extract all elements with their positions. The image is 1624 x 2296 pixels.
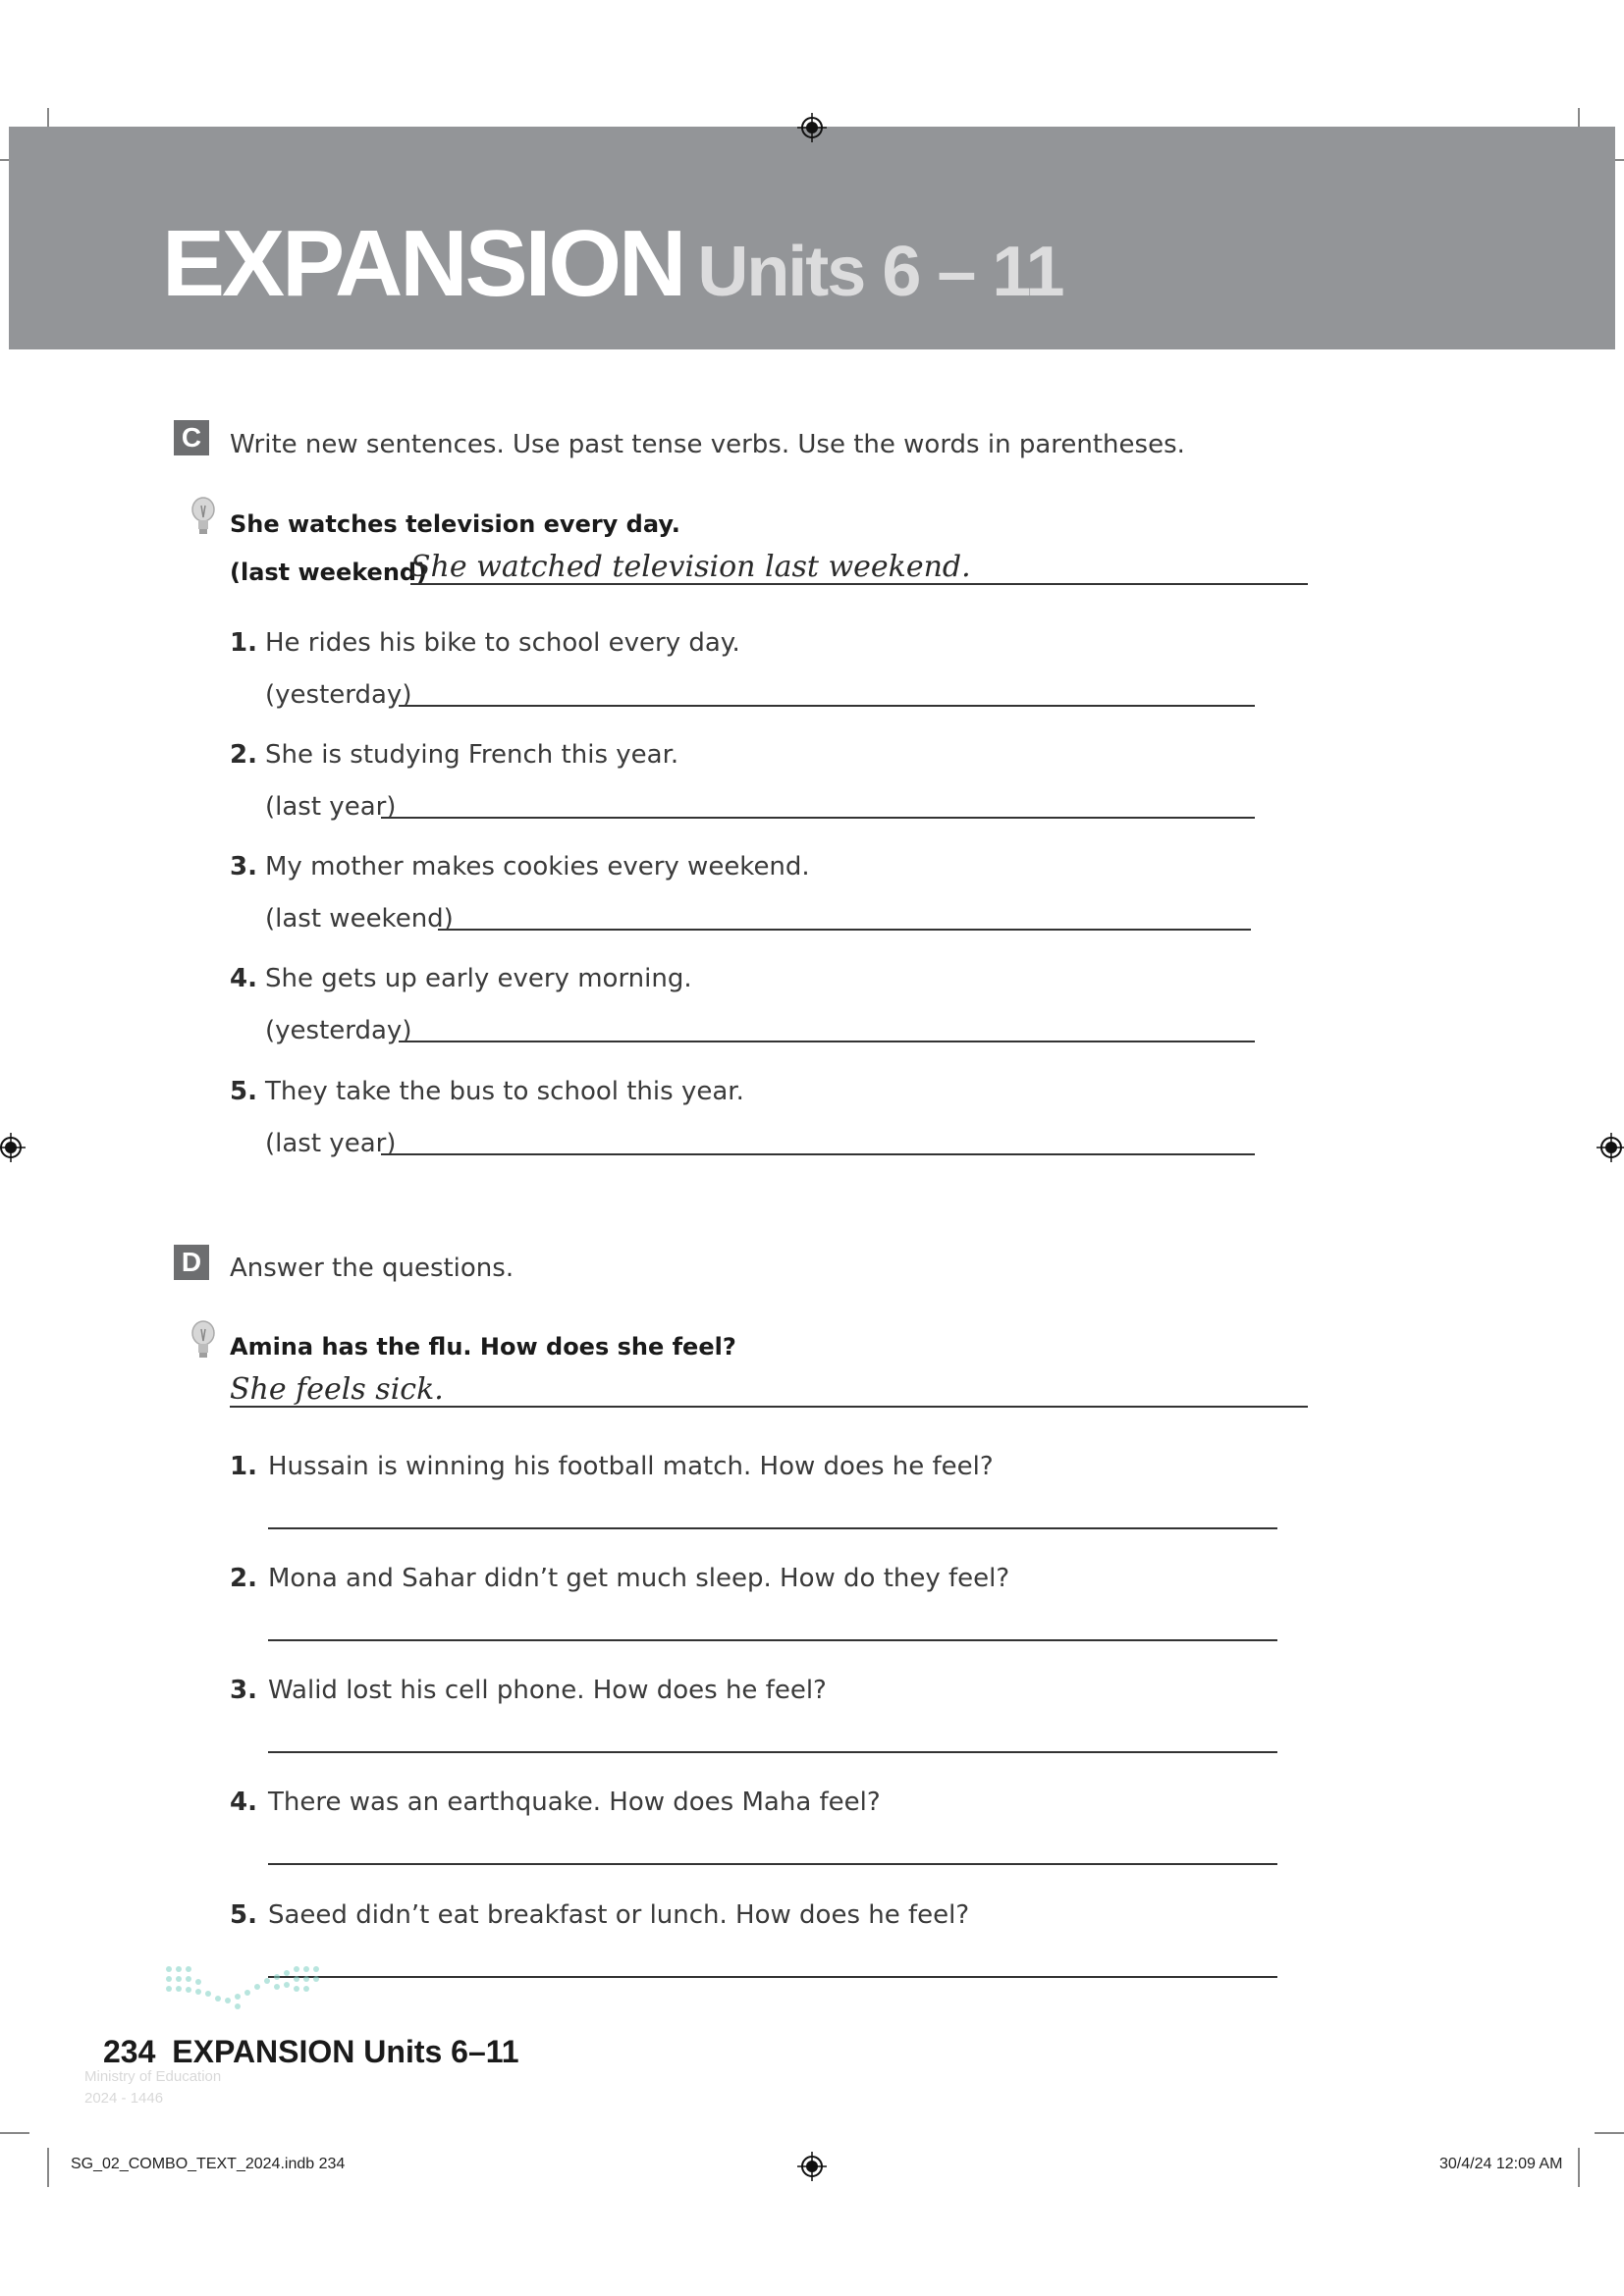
item-cue: (last year) bbox=[265, 792, 397, 822]
item-cue: (yesterday) bbox=[265, 680, 412, 710]
section-d-instruction: Answer the questions. bbox=[230, 1254, 514, 1283]
answer-line[interactable] bbox=[268, 1751, 1277, 1753]
item-number: 4. bbox=[230, 964, 257, 993]
answer-line[interactable] bbox=[399, 705, 1255, 707]
item-number: 2. bbox=[230, 1564, 257, 1593]
answer-line[interactable] bbox=[381, 817, 1255, 819]
item-cue: (last weekend) bbox=[265, 904, 454, 934]
item-cue: (last year) bbox=[265, 1129, 397, 1158]
lightbulb-icon bbox=[189, 1319, 217, 1362]
answer-line[interactable] bbox=[268, 1639, 1277, 1641]
title-main: EXPANSION bbox=[162, 211, 684, 316]
registration-mark-icon bbox=[797, 2152, 827, 2181]
item-sentence: She is studying French this year. bbox=[265, 740, 679, 770]
registration-mark-icon bbox=[0, 1133, 26, 1162]
answer-line[interactable] bbox=[381, 1153, 1255, 1155]
item-number: 3. bbox=[230, 1676, 257, 1705]
item-sentence: My mother makes cookies every weekend. bbox=[265, 852, 810, 881]
crop-mark bbox=[0, 2132, 29, 2134]
item-sentence: She gets up early every morning. bbox=[265, 964, 692, 993]
slug-datetime: 30/4/24 12:09 AM bbox=[1439, 2156, 1563, 2172]
section-d-example-question: Amina has the flu. How does she feel? bbox=[230, 1333, 736, 1361]
registration-mark-icon bbox=[797, 113, 827, 142]
item-question: Mona and Sahar didn’t get much sleep. How do they feel? bbox=[268, 1564, 1010, 1593]
lightbulb-icon bbox=[189, 496, 217, 539]
registration-mark-icon bbox=[1597, 1133, 1624, 1162]
item-number: 2. bbox=[230, 740, 257, 770]
answer-line[interactable] bbox=[399, 1041, 1255, 1042]
answer-line[interactable] bbox=[268, 1527, 1277, 1529]
item-question: Walid lost his cell phone. How does he feel? bbox=[268, 1676, 827, 1705]
footer-title: EXPANSION Units 6–11 bbox=[172, 2034, 519, 2069]
section-c-example-cue: (last weekend) bbox=[230, 559, 428, 586]
section-d-example-answer: She feels sick. bbox=[230, 1372, 444, 1407]
slug-file: SG_02_COMBO_TEXT_2024.indb 234 bbox=[71, 2156, 346, 2172]
item-question: There was an earthquake. How does Maha feel? bbox=[268, 1788, 881, 1817]
page-footer bbox=[103, 2034, 519, 2070]
answer-line[interactable] bbox=[268, 1863, 1277, 1865]
item-number: 5. bbox=[230, 1900, 257, 1930]
item-number: 4. bbox=[230, 1788, 257, 1817]
section-d-badge: D bbox=[174, 1245, 209, 1280]
item-sentence: They take the bus to school this year. bbox=[265, 1077, 744, 1106]
crop-mark bbox=[47, 2148, 49, 2187]
item-number: 5. bbox=[230, 1077, 257, 1106]
item-number: 1. bbox=[230, 1452, 257, 1481]
item-sentence: He rides his bike to school every day. bbox=[265, 628, 740, 658]
watermark-line1: Ministry of Education bbox=[84, 2068, 222, 2085]
page-title bbox=[162, 210, 1063, 318]
watermark-line2: 2024 - 1446 bbox=[84, 2090, 164, 2107]
item-number: 1. bbox=[230, 628, 257, 658]
crop-mark bbox=[1578, 2148, 1580, 2187]
answer-line[interactable] bbox=[268, 1976, 1277, 1978]
item-question: Saeed didn’t eat breakfast or lunch. How does he feel? bbox=[268, 1900, 970, 1930]
page-number: 234 bbox=[103, 2034, 156, 2069]
section-c-badge: C bbox=[174, 420, 209, 455]
item-number: 3. bbox=[230, 852, 257, 881]
section-c-example-answer: She watched television last weekend. bbox=[410, 550, 971, 584]
section-c-instruction: Write new sentences. Use past tense verbs. Use the words in parentheses. bbox=[230, 430, 1185, 459]
section-c-example-sentence: She watches television every day. bbox=[230, 510, 680, 538]
title-sub: Units 6 – 11 bbox=[697, 233, 1063, 311]
crop-mark bbox=[1595, 2132, 1624, 2134]
item-cue: (yesterday) bbox=[265, 1016, 412, 1045]
answer-line[interactable] bbox=[438, 929, 1251, 931]
item-question: Hussain is winning his football match. How does he feel? bbox=[268, 1452, 994, 1481]
